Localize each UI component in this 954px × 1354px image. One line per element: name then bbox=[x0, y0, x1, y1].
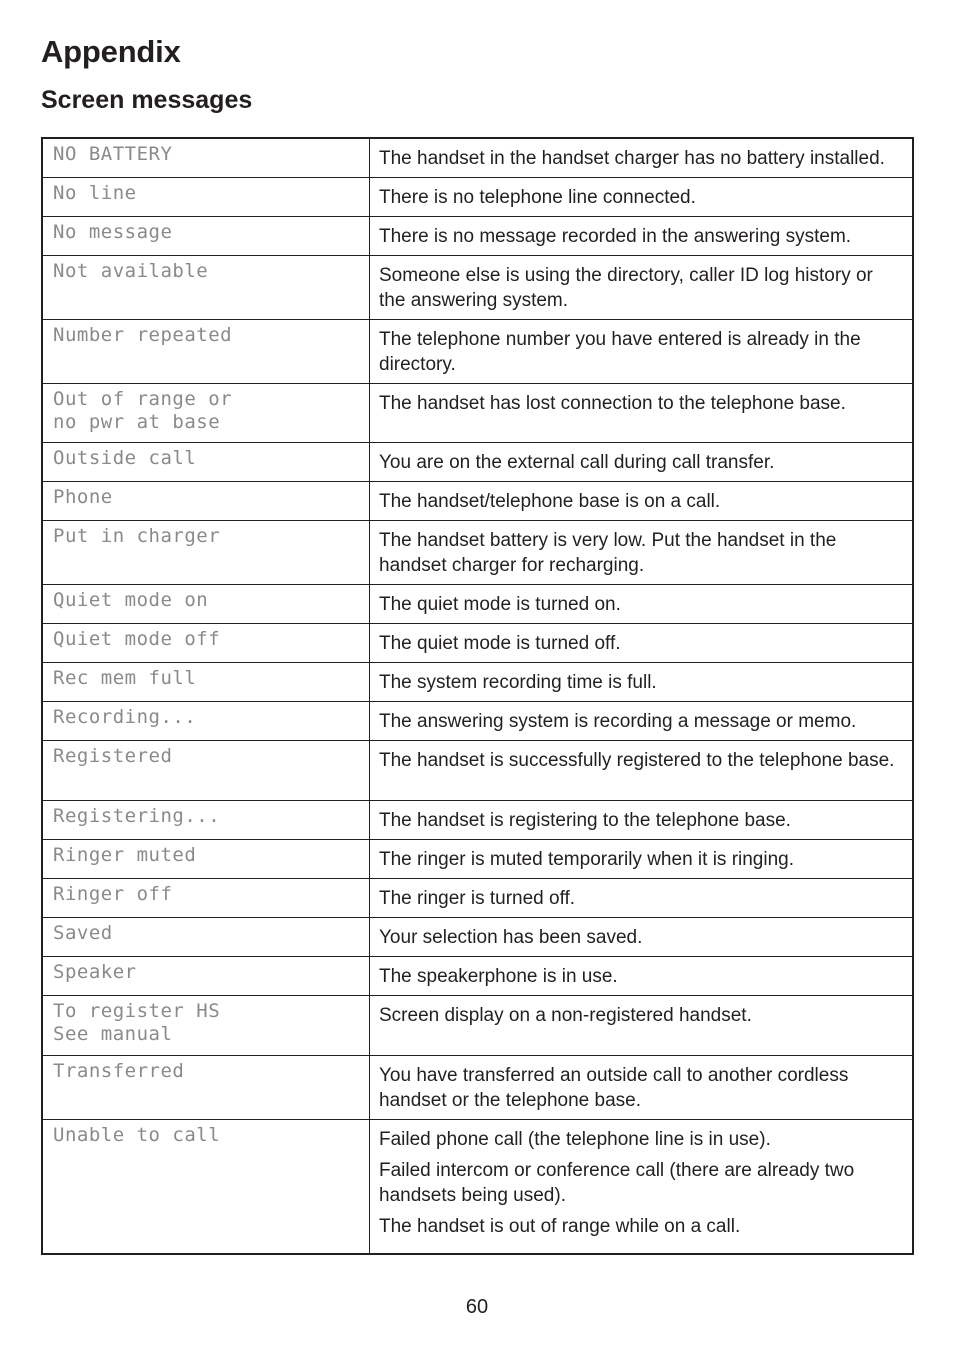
description-paragraph: Someone else is using the directory, caller ID log history or the answering system. bbox=[379, 265, 873, 311]
screen-message-text: Quiet mode on bbox=[42, 585, 370, 624]
screen-message-description bbox=[370, 585, 914, 624]
description-paragraph: The handset is out of range while on a call. bbox=[379, 1216, 741, 1237]
description-paragraph: Failed phone call (the telephone line is in use). bbox=[379, 1129, 771, 1150]
screen-messages-table-body bbox=[42, 138, 913, 1254]
table-row bbox=[42, 624, 913, 663]
screen-message-description bbox=[370, 217, 914, 256]
screen-message-description bbox=[370, 320, 914, 384]
screen-message-description bbox=[370, 741, 914, 801]
section-title: Screen messages bbox=[41, 86, 253, 114]
screen-message-description bbox=[370, 138, 914, 178]
screen-message-text: Unable to call bbox=[42, 1120, 370, 1254]
page-number: 60 bbox=[465, 1296, 489, 1318]
screen-message-description bbox=[370, 663, 914, 702]
screen-message-description bbox=[370, 1056, 914, 1120]
screen-message-description bbox=[370, 384, 914, 443]
description-paragraph: The handset/telephone base is on a call. bbox=[379, 491, 721, 512]
description-paragraph: The handset in the handset charger has no battery installed. bbox=[379, 148, 885, 169]
screen-message-description bbox=[370, 1120, 914, 1254]
table-row bbox=[42, 320, 913, 384]
screen-message-description bbox=[370, 801, 914, 840]
description-paragraph: The quiet mode is turned on. bbox=[379, 594, 621, 615]
screen-message-text: Put in charger bbox=[42, 521, 370, 585]
table-row bbox=[42, 1056, 913, 1120]
table-row bbox=[42, 840, 913, 879]
table-row bbox=[42, 521, 913, 585]
screen-message-description bbox=[370, 918, 914, 957]
screen-message-text: Number repeated bbox=[42, 320, 370, 384]
screen-message-text: Not available bbox=[42, 256, 370, 320]
description-paragraph: The system recording time is full. bbox=[379, 672, 657, 693]
screen-message-text: Saved bbox=[42, 918, 370, 957]
screen-message-description bbox=[370, 996, 914, 1056]
table-row bbox=[42, 996, 913, 1056]
table-row bbox=[42, 482, 913, 521]
screen-message-description bbox=[370, 521, 914, 585]
screen-message-text: Speaker bbox=[42, 957, 370, 996]
description-paragraph: Failed intercom or conference call (there are already two handsets being used). bbox=[379, 1160, 855, 1206]
table-row bbox=[42, 384, 913, 443]
screen-message-description bbox=[370, 702, 914, 741]
description-paragraph: The quiet mode is turned off. bbox=[379, 633, 621, 654]
screen-message-description bbox=[370, 879, 914, 918]
table-row bbox=[42, 178, 913, 217]
screen-message-text: No message bbox=[42, 217, 370, 256]
screen-message-description bbox=[370, 624, 914, 663]
table-row bbox=[42, 138, 913, 178]
description-paragraph: The ringer is turned off. bbox=[379, 888, 576, 909]
table-row bbox=[42, 702, 913, 741]
description-paragraph: Screen display on a non-registered handset. bbox=[379, 1005, 752, 1026]
description-paragraph: You have transferred an outside call to another cordless handset or the telephone base. bbox=[379, 1065, 849, 1111]
table-row bbox=[42, 1120, 913, 1254]
screen-message-text: NO BATTERY bbox=[42, 138, 370, 178]
description-paragraph: The ringer is muted temporarily when it is ringing. bbox=[379, 849, 795, 870]
screen-message-text: Quiet mode off bbox=[42, 624, 370, 663]
table-row bbox=[42, 443, 913, 482]
description-paragraph: Your selection has been saved. bbox=[379, 927, 643, 948]
description-paragraph: The handset is registering to the telephone base. bbox=[379, 810, 791, 831]
description-paragraph: The handset battery is very low. Put the handset in the handset charger for recharging. bbox=[379, 530, 837, 576]
screen-message-text: Recording... bbox=[42, 702, 370, 741]
screen-message-text: Outside call bbox=[42, 443, 370, 482]
description-paragraph: The speakerphone is in use. bbox=[379, 966, 618, 987]
table-row bbox=[42, 256, 913, 320]
table-row bbox=[42, 957, 913, 996]
screen-message-text: Phone bbox=[42, 482, 370, 521]
table-row bbox=[42, 217, 913, 256]
description-paragraph: The answering system is recording a message or memo. bbox=[379, 711, 857, 732]
screen-message-text: Out of range or no pwr at base bbox=[42, 384, 370, 443]
description-paragraph: There is no telephone line connected. bbox=[379, 187, 696, 208]
screen-message-description bbox=[370, 957, 914, 996]
table-row bbox=[42, 585, 913, 624]
table-row bbox=[42, 801, 913, 840]
screen-message-description bbox=[370, 256, 914, 320]
screen-message-description bbox=[370, 482, 914, 521]
screen-message-text: No line bbox=[42, 178, 370, 217]
screen-message-text: Transferred bbox=[42, 1056, 370, 1120]
description-paragraph: There is no message recorded in the answering system. bbox=[379, 226, 852, 247]
screen-message-text: Ringer off bbox=[42, 879, 370, 918]
table-row bbox=[42, 879, 913, 918]
screen-messages-table bbox=[41, 137, 914, 1255]
screen-message-text: To register HS See manual bbox=[42, 996, 370, 1056]
screen-message-text: Registered bbox=[42, 741, 370, 801]
screen-message-text: Rec mem full bbox=[42, 663, 370, 702]
screen-message-description bbox=[370, 840, 914, 879]
description-paragraph: The handset is successfully registered to the telephone base. bbox=[379, 750, 895, 771]
table-row bbox=[42, 663, 913, 702]
screen-message-description bbox=[370, 178, 914, 217]
screen-message-text: Registering... bbox=[42, 801, 370, 840]
page-title: Appendix bbox=[41, 34, 181, 69]
table-row bbox=[42, 918, 913, 957]
description-paragraph: The telephone number you have entered is already in the directory. bbox=[379, 329, 861, 375]
description-paragraph: You are on the external call during call transfer. bbox=[379, 452, 775, 473]
table-row bbox=[42, 741, 913, 801]
screen-message-description bbox=[370, 443, 914, 482]
screen-message-text: Ringer muted bbox=[42, 840, 370, 879]
description-paragraph: The handset has lost connection to the telephone base. bbox=[379, 393, 846, 414]
